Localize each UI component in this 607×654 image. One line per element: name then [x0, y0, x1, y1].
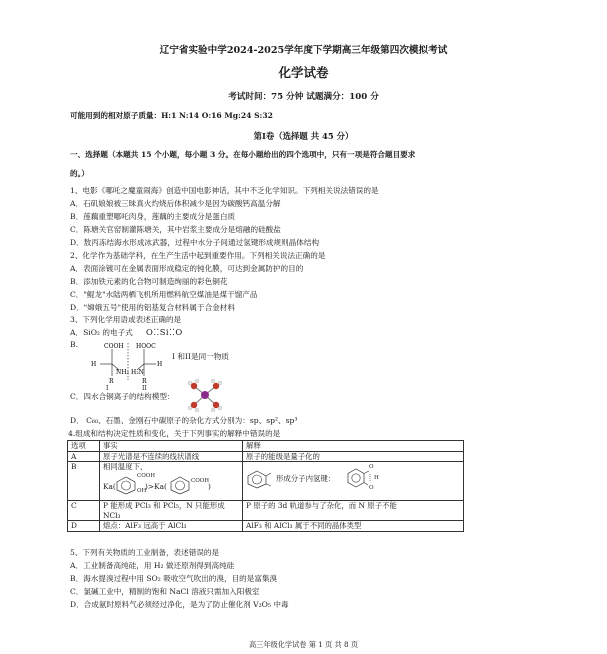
row-b-option: B	[68, 462, 100, 501]
row-c-fact	[100, 501, 243, 521]
school-title: 辽宁省实验中学2024-2025学年度下学期高三年级第四次模拟考试	[159, 45, 448, 56]
row-d-fact: 熔点：AlF₃ 远高于 AlCl₃	[100, 521, 243, 532]
row-b-explain-text: 形成分子内氢键：	[276, 474, 336, 484]
atomic-masses: 可能用到的相对原子质量：H:1 N:14 O:16 Mg:24 S:32	[70, 111, 273, 120]
row-a-fact: 原子光谱是不连续的线状谱线	[100, 451, 243, 462]
ka-cooh-2: COOH	[191, 477, 210, 484]
col-header-fact: 事实	[100, 441, 243, 452]
q5-option-b: B．海水提溴过程中用 SO₂ 吸收空气吹出的溴，目的是富集溴	[70, 574, 278, 583]
mol-h-right: H	[157, 361, 163, 368]
row-a-explain: 原子的能级是量子化的	[243, 451, 464, 462]
benzene-ring-icon	[168, 475, 192, 495]
ka-oh: OH	[137, 487, 147, 494]
ka-close: )	[208, 481, 211, 491]
ka-gt: )>Ka(	[145, 481, 167, 491]
row-a-option: A	[68, 451, 100, 462]
row-d-explain: AlF₃ 和 AlCl₃ 属于不同的晶体类型	[243, 521, 464, 532]
q3-b-label-i: I	[106, 385, 109, 392]
row-b-explain	[243, 462, 464, 501]
instruction-line-2: 的。）	[70, 169, 89, 178]
q5-option-a: A．工业制备高纯硅，用 H₂ 做还原剂得到高纯硅	[70, 561, 235, 570]
q3-option-b-label: B.	[70, 340, 78, 349]
q3-sio2-electron-formula: O⁚⁚Si⁚⁚O	[146, 327, 183, 337]
q3-option-c: C．四水合铜离子的结构模型：	[70, 392, 175, 401]
row-d-option: D	[68, 521, 100, 532]
q1-stem: 1、电影《哪吒之魔童闹海》创造中国电影神话，其中不乏化学知识。下列相关说法错误的是	[70, 186, 379, 195]
q4-row-b	[68, 462, 464, 501]
q4-row-c	[68, 501, 464, 521]
q2-option-b: B．添加铁元素的化合物可制造绚丽的彩色铜花	[70, 277, 228, 286]
salicylic-acid-icon	[246, 469, 272, 489]
q3-stem: 3、下列化学用语或表述正确的是	[70, 315, 182, 324]
q5-stem: 5、下列有关物质的工业制备，表述错误的是	[70, 548, 220, 557]
col-header-explain: 解释	[243, 441, 464, 452]
row-b-fact	[100, 462, 243, 501]
row-b-hbond-diagram	[246, 462, 460, 496]
hbond-h: H	[374, 475, 379, 482]
mol-hooc-right: HOOC	[136, 343, 156, 350]
ka-left: Ka(	[103, 481, 116, 491]
q2-option-d: D．"嫦娥五号"使用的铝基复合材料属于合金材料	[70, 303, 235, 312]
tetraaqua-copper-model-icon	[186, 378, 224, 412]
q1-option-c: C．陈塘关官窑制灌陈塘关，其中岩浆主要成分是熔融的硅酸盐	[70, 225, 281, 234]
q1-option-a: A．石矶娘娘被三昧真火灼烧后体积减少是因为碳酸钙高温分解	[70, 199, 281, 208]
q1-option-b: B．莲藕重塑哪吒肉身，莲藕的主要成分是蛋白质	[70, 212, 236, 221]
row-c-fact-line2: NCl₃	[103, 510, 121, 520]
q4-table	[67, 440, 464, 532]
q2-option-a: A．表面涂镀可在金属表面形成稳定的钝化膜，可达到金属防护的目的	[70, 264, 304, 273]
mol-cooh-left: COOH	[104, 343, 124, 350]
row-c-option: C	[68, 501, 100, 521]
ka-cooh-1: COOH	[137, 472, 156, 479]
q4-row-d	[68, 521, 464, 532]
benzene-ring-icon	[114, 475, 138, 495]
row-c-explain: P 原子的 3d 轨道参与了杂化，而 N 原子不能	[243, 501, 464, 521]
row-b-fact-line1: 相同温度下，	[103, 462, 148, 472]
q3-b-molecule-structures	[86, 340, 166, 384]
row-b-ka-comparison	[103, 472, 239, 496]
q4-row-a	[68, 451, 464, 462]
q2-stem: 2、化学作为基础学科，在生产生活中起到重要作用。下列相关说法正确的是	[70, 251, 326, 260]
mol-nh2-left: NH₂	[116, 369, 129, 376]
hbond-o2: O	[369, 485, 374, 492]
part1-heading: 第Ⅰ卷（选择题 共 45 分）	[253, 131, 354, 141]
q5-option-c: C．氯碱工业中，精制的饱和 NaCl 溶液只需加入阳极室	[70, 587, 260, 596]
col-header-option: 选项	[68, 441, 100, 452]
mol-h2n-right: H₂N	[131, 369, 144, 376]
q2-option-c: C．"鲲龙"水陆两栖飞机所用燃料航空煤油是煤干馏产品	[70, 290, 258, 299]
q3-option-b-text: I 和II是同一物质	[172, 352, 229, 361]
q3-option-a-label: A．SiO₂ 的电子式	[70, 328, 133, 337]
subject-title: 化学试卷	[278, 65, 329, 80]
page-footer: 高三年级化学试卷 第 1 页 共 8 页	[248, 640, 359, 649]
q4-stem: 4.组成和结构决定性质和变化，关于下列事实的解释中错误的是	[68, 429, 281, 438]
instruction-line-1: 一、选择题（本题共 15 个小题，每小题 3 分。在每小题给出的四个选项中，只有一项是符合题目要求	[70, 150, 416, 159]
q3-b-label-ii: II	[142, 385, 147, 392]
mol-h-left: H	[91, 361, 97, 368]
row-c-fact-line1: P 能形成 PCl₃ 和 PCl₅，N 只能形成	[103, 501, 225, 511]
exam-info: 考试时间：75 分钟 试题满分：100 分	[228, 92, 379, 102]
mol-r-right: R	[142, 378, 147, 384]
q3-option-d: D． C₆₀、石墨、金刚石中碳原子的杂化方式分别为：sp、sp²、sp³	[70, 416, 298, 425]
hbond-o1: O	[369, 464, 374, 471]
mol-r-left: R	[109, 378, 114, 384]
q1-option-d: D．敖丙冻结海水形成冰武器，过程中水分子间通过氢键形成规则晶体结构	[70, 238, 320, 247]
q5-option-d: D．合成氨时原料气必须经过净化，是为了防止催化剂 V₂O₅ 中毒	[70, 600, 289, 609]
q4-table-header	[68, 441, 464, 452]
